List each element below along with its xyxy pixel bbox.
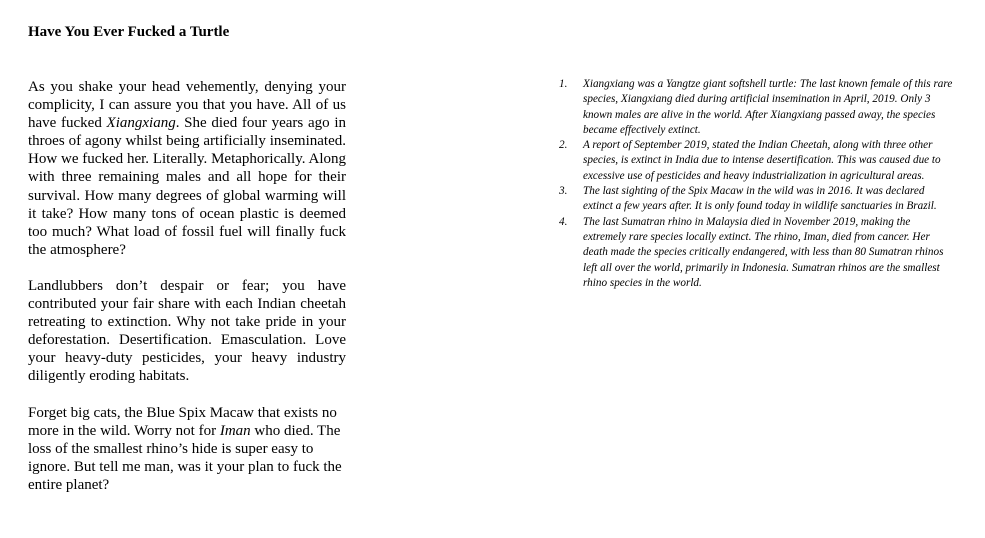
stanza-3-text-b: who died. The loss of the smallest rhino’s hide is super easy to ignore. But tell me man, was it your plan to fuck the entire planet?	[28, 422, 342, 493]
footnote-text: Xiangxiang was a Yangtze giant softshell turtle: The last known female of this rare species, Xiangxiang died during artificial insemination in April, 2019. Only 3 known males are alive in the world. After Xiangxiang passed away, the species became effectively extinct.	[583, 78, 953, 136]
footnote-item	[556, 138, 956, 184]
poem-title: Have You Ever Fucked a Turtle	[28, 24, 230, 40]
stanza-2: Landlubbers don’t despair or fear; you have contributed your fair share with each Indian cheetah retreating to extinction. Why not take pride in your deforestation. Desertification. Emasculation. Love your heavy-duty pesticides, your heavy industry diligently eroding habitats.	[28, 277, 346, 385]
stanza-1-text-a: As you shake your head vehemently, denying your complicity, I can assure you that you have. All of us have fucked	[28, 79, 346, 132]
stanza-3-text-a: Forget big cats, the Blue Spix Macaw that exists no more in the wild. Worry not for	[28, 404, 337, 439]
stanza-1-text-b: . She died four years ago in throes of agony whilst being artificially inseminated. How we fucked her. Literally. Metaphorically. Along with three remaining males and all hope for their survival. How many degrees of global warming will it take? How many tons of ocean plastic is deemed too much? What load of fossil fuel will finally fuck the atmosphere?	[28, 115, 346, 258]
stanza-3-name: Iman	[219, 422, 251, 439]
footnotes-list	[556, 77, 956, 291]
footnote-number: 4.	[559, 215, 568, 228]
footnote-number: 1.	[559, 78, 568, 90]
footnote-item	[556, 215, 956, 291]
footnote-text: A report of September 2019, stated the Indian Cheetah, along with three other species, is extinct in India due to intense desertification. This was caused due to excessive use of pesticides and heavy industrialization in agricultural areas.	[583, 139, 941, 182]
poem-body	[28, 78, 346, 494]
footnote-number: 3.	[559, 185, 568, 198]
footnote-item	[556, 77, 956, 138]
stanza-1	[28, 78, 346, 259]
footnote-number: 2.	[559, 139, 568, 152]
footnote-text: The last Sumatran rhino in Malaysia died in November 2019, making the extremely rare species locally extinct. The rhino, Iman, died from cancer. Her death made the species critically endangered, with less than 80 Sumatran rhinos left all over the world, primarily in Indonesia. Sumatran rhinos are the smallest rhino species in the world.	[583, 215, 944, 289]
stanza-3	[28, 404, 346, 494]
stanza-1-name: Xiangxiang	[106, 115, 176, 132]
footnote-text: The last sighting of the Spix Macaw in the wild was in 2016. It was declared extinct a few years after. It is only found today in wildlife sanctuaries in Brazil.	[583, 185, 937, 213]
footnote-item	[556, 184, 956, 215]
